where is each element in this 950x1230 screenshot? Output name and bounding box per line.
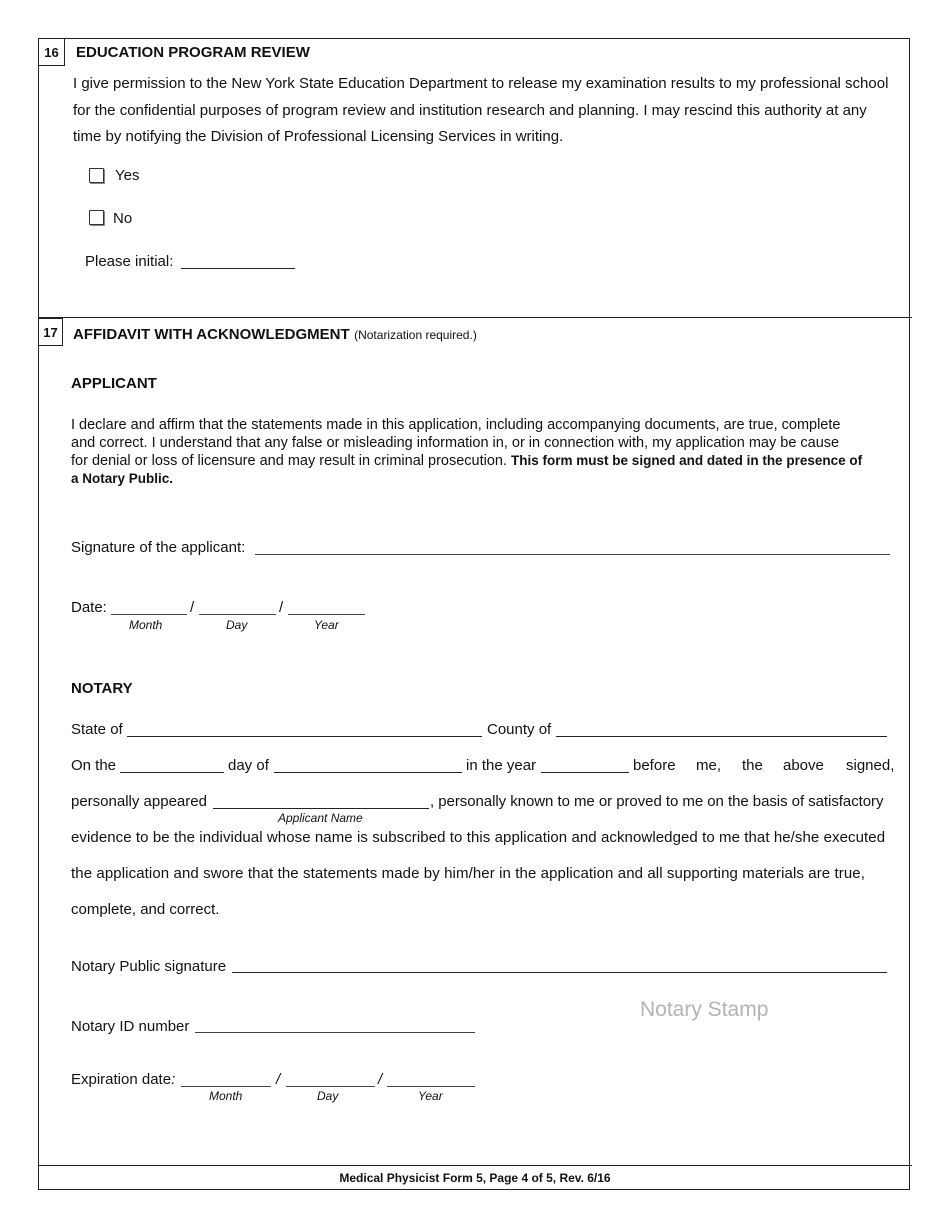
- initial-label: Please initial:: [85, 253, 174, 270]
- affidavit-line-3: for denial or loss of licensure and may result in criminal prosecution.: [71, 453, 508, 469]
- expiration-date-label-wrap: [71, 1071, 175, 1088]
- section-17-number: 17: [38, 318, 63, 346]
- permission-line-2: for the confidential purposes of program review and institution research and planning. I may rescind this authority at any: [73, 101, 867, 119]
- before-words-1: me,: [696, 757, 722, 774]
- applicant-heading: APPLICANT: [71, 375, 157, 392]
- notary-signature-label: Notary Public signature: [71, 958, 227, 975]
- yes-checkbox[interactable]: [89, 168, 104, 183]
- expiration-date-label: Expiration date: [71, 1071, 172, 1088]
- notary-heading: NOTARY: [71, 680, 133, 697]
- section-16-title: EDUCATION PROGRAM REVIEW: [76, 44, 310, 61]
- footer-text: Medical Physicist Form 5, Page 4 of 5, Rev. 6/16: [339, 1171, 611, 1185]
- section-divider: [38, 317, 912, 318]
- on-the-label: On the: [71, 757, 117, 774]
- no-label: No: [113, 210, 133, 227]
- before-words-2: the: [742, 757, 763, 774]
- day-number-field[interactable]: [120, 772, 224, 773]
- before-words-3: above: [783, 757, 824, 774]
- notary-id-field[interactable]: [195, 1032, 475, 1033]
- section-16-number: 16: [38, 38, 65, 66]
- month-field[interactable]: [274, 772, 462, 773]
- affidavit-line-2: and correct. I understand that any false or misleading information in, or in connection with, my application may be cause: [71, 435, 840, 451]
- expiration-year-field[interactable]: [387, 1086, 475, 1087]
- date-slash: /: [378, 1071, 383, 1088]
- affidavit-bold-2: a Notary Public.: [71, 471, 174, 486]
- expiration-day-caption: Day: [317, 1089, 339, 1103]
- year-field[interactable]: [541, 772, 629, 773]
- applicant-date-day[interactable]: [199, 614, 276, 615]
- notary-stamp-label: Notary Stamp: [640, 998, 769, 1021]
- affidavit-paragraph: [71, 416, 862, 488]
- affidavit-line-1: I declare and affirm that the statements made in this application, including accompanying documents, are true, complete: [71, 417, 841, 433]
- month-caption: Month: [129, 618, 163, 632]
- footer-divider: [38, 1165, 912, 1166]
- expiration-day-field[interactable]: [286, 1086, 375, 1087]
- state-label: State of: [71, 721, 123, 738]
- section-17-heading: [73, 326, 477, 344]
- notary-signature-field[interactable]: [232, 972, 887, 973]
- year-caption: Year: [314, 618, 339, 632]
- permission-line-3: time by notifying the Division of Professional Licensing Services in writing.: [73, 128, 564, 145]
- permission-line-1: I give permission to the New York State Education Department to release my examination results to my professional school: [73, 75, 889, 92]
- before-words-0: before: [633, 757, 676, 774]
- county-field[interactable]: [556, 736, 887, 737]
- state-field[interactable]: [127, 736, 482, 737]
- expiration-month-caption: Month: [209, 1089, 243, 1103]
- applicant-name-field[interactable]: [213, 808, 429, 809]
- date-slash: /: [279, 599, 284, 616]
- yes-label: Yes: [115, 167, 140, 184]
- expiration-colon: :: [171, 1071, 176, 1088]
- notary-id-label: Notary ID number: [71, 1018, 190, 1035]
- date-slash: /: [190, 599, 195, 616]
- applicant-date-label: Date:: [71, 599, 107, 616]
- notary-line-4: the application and swore that the statements made by him/her in the application and all supporting materials are true,: [71, 865, 866, 882]
- initial-field[interactable]: [181, 268, 295, 269]
- notarization-note: (Notarization required.): [354, 328, 477, 342]
- applicant-date-month[interactable]: [111, 614, 187, 615]
- affidavit-bold-1: This form must be signed and dated in the presence of: [511, 453, 863, 468]
- applicant-date-year[interactable]: [288, 614, 365, 615]
- day-caption: Day: [226, 618, 248, 632]
- notary-line-5: complete, and correct.: [71, 901, 220, 918]
- expiration-month-field[interactable]: [181, 1086, 271, 1087]
- in-the-year-label: in the year: [466, 757, 537, 774]
- applicant-signature-label: Signature of the applicant:: [71, 539, 246, 556]
- affidavit-line-3-wrap: [71, 452, 862, 470]
- permission-paragraph: [73, 71, 888, 151]
- applicant-name-caption: Applicant Name: [278, 811, 363, 825]
- date-slash: /: [276, 1071, 281, 1088]
- expiration-year-caption: Year: [418, 1089, 443, 1103]
- before-words-4: signed,: [846, 757, 895, 774]
- applicant-signature-field[interactable]: [255, 554, 890, 555]
- notary-line-2-rest: , personally known to me or proved to me on the basis of satisfactory: [430, 793, 884, 810]
- county-label: County of: [487, 721, 552, 738]
- section-17-title: AFFIDAVIT WITH ACKNOWLEDGMENT: [73, 326, 350, 343]
- personally-appeared-label: personally appeared: [71, 793, 207, 810]
- no-checkbox[interactable]: [89, 210, 104, 225]
- notary-line-3: evidence to be the individual whose name is subscribed to this application and acknowledged to me that he/she executed: [71, 829, 886, 846]
- day-of-label: day of: [228, 757, 269, 774]
